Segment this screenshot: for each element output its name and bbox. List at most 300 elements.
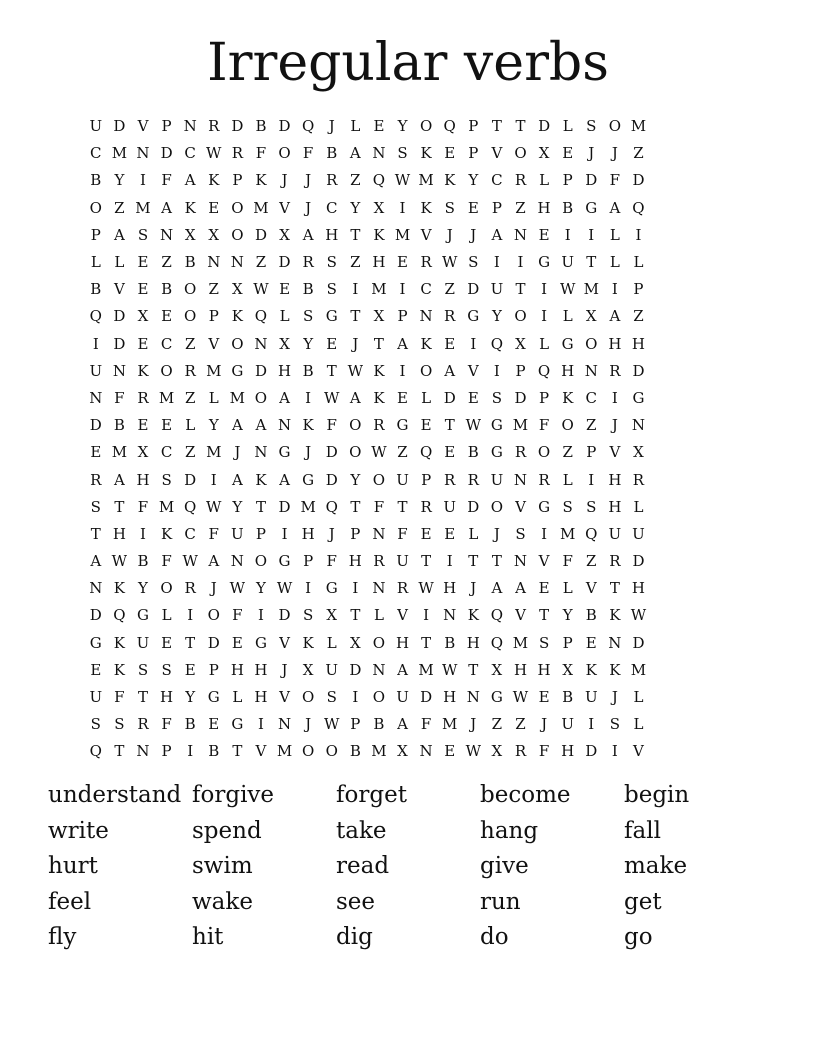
grid-letter: S xyxy=(161,660,172,679)
grid-letter: U xyxy=(231,524,244,543)
grid-letter: J xyxy=(470,225,477,244)
grid-letter: F xyxy=(420,715,432,734)
grid-letter: D xyxy=(420,688,433,707)
grid-letter: W xyxy=(465,416,481,435)
word-search-grid xyxy=(84,113,732,766)
grid-letter: O xyxy=(89,198,102,217)
grid-letter: T xyxy=(515,280,526,299)
grid-letter: I xyxy=(305,579,312,598)
grid-letter: G xyxy=(538,497,551,516)
grid-letter: R xyxy=(444,307,456,326)
grid-letter: E xyxy=(208,715,220,734)
grid-letter: R xyxy=(514,742,527,761)
grid-letter: E xyxy=(538,579,550,598)
grid-letter: C xyxy=(585,388,597,407)
grid-letter: J xyxy=(470,579,477,598)
grid-letter: O xyxy=(372,470,386,489)
grid-letter: S xyxy=(303,606,314,625)
grid-letter: Y xyxy=(468,171,479,190)
grid-letter: W xyxy=(441,660,458,679)
grid-letter: S xyxy=(303,307,314,326)
grid-letter: F xyxy=(114,688,125,707)
grid-letter: W xyxy=(206,497,222,516)
grid-letter: W xyxy=(276,579,293,598)
grid-letter: I xyxy=(257,606,264,625)
grid-letter: I xyxy=(140,524,146,543)
grid-letter: B xyxy=(467,443,479,462)
grid-letter: G xyxy=(561,334,574,353)
grid-letter: V xyxy=(255,742,267,761)
grid-letter: E xyxy=(208,198,220,217)
grid-letter: W xyxy=(229,579,246,598)
grid-letter: S xyxy=(586,497,597,516)
grid-letter: D xyxy=(325,443,338,462)
grid-letter: Y xyxy=(185,688,196,707)
grid-letter: G xyxy=(278,443,291,462)
word-bank-item: take xyxy=(336,817,387,844)
grid-letter: S xyxy=(326,688,337,707)
grid-letter: G xyxy=(396,416,409,435)
grid-letter: D xyxy=(632,361,645,380)
grid-letter: E xyxy=(161,633,173,652)
grid-letter: Z xyxy=(397,443,408,462)
grid-letter: T xyxy=(468,660,479,679)
grid-letter: I xyxy=(187,742,194,761)
grid-letter: L xyxy=(562,117,573,136)
grid-letter: W xyxy=(182,552,198,571)
grid-letter: O xyxy=(254,388,268,407)
grid-letter: R xyxy=(514,171,527,190)
grid-letter: Z xyxy=(350,171,361,190)
grid-letter: A xyxy=(609,307,621,326)
word-bank-item: hit xyxy=(192,924,224,951)
grid-letter: B xyxy=(161,280,173,299)
grid-row xyxy=(84,711,732,738)
grid-row xyxy=(84,466,732,493)
grid-letter: E xyxy=(538,688,550,707)
grid-letter: I xyxy=(470,334,477,353)
grid-letter: X xyxy=(302,660,314,679)
grid-letter: A xyxy=(279,470,290,489)
grid-letter: P xyxy=(562,171,573,190)
grid-letter: N xyxy=(277,715,292,734)
grid-letter: M xyxy=(276,742,293,761)
grid-letter: T xyxy=(350,225,361,244)
grid-letter: I xyxy=(281,524,288,543)
grid-letter: U xyxy=(490,470,504,489)
grid-letter: N xyxy=(89,388,103,407)
grid-letter: M xyxy=(583,280,599,299)
grid-letter: T xyxy=(90,524,101,543)
grid-letter: G xyxy=(302,470,315,489)
grid-letter: L xyxy=(609,225,620,244)
grid-letter: S xyxy=(586,117,597,136)
grid-letter: N xyxy=(443,606,457,625)
grid-letter: D xyxy=(585,742,598,761)
grid-letter: O xyxy=(301,688,315,707)
grid-letter: R xyxy=(420,253,432,272)
grid-letter: N xyxy=(254,443,268,462)
grid-letter: X xyxy=(279,334,290,353)
grid-letter: M xyxy=(418,660,434,679)
grid-letter: Z xyxy=(161,253,172,272)
grid-letter: T xyxy=(421,633,432,652)
grid-letter: B xyxy=(184,253,196,272)
grid-letter: V xyxy=(397,606,408,625)
grid-letter: O xyxy=(537,443,551,462)
grid-letter: M xyxy=(512,416,529,435)
grid-letter: S xyxy=(538,633,550,652)
grid-letter: S xyxy=(397,144,408,163)
grid-letter: E xyxy=(444,742,456,761)
word-bank-item: spend xyxy=(192,817,262,844)
grid-letter: V xyxy=(515,497,526,516)
grid-letter: N xyxy=(277,416,292,435)
grid-letter: Y xyxy=(138,579,148,598)
grid-letter: X xyxy=(491,742,503,761)
grid-letter: D xyxy=(278,253,291,272)
grid-letter: Z xyxy=(255,253,267,272)
grid-letter: Z xyxy=(586,552,597,571)
grid-letter: N xyxy=(466,688,480,707)
grid-letter: S xyxy=(609,715,620,734)
grid-letter: E xyxy=(137,253,149,272)
grid-letter: G xyxy=(467,307,480,326)
grid-letter: O xyxy=(160,361,173,380)
grid-letter: S xyxy=(468,253,479,272)
grid-letter: R xyxy=(467,470,479,489)
grid-letter: H xyxy=(443,688,457,707)
grid-letter: N xyxy=(419,307,433,326)
grid-letter: E xyxy=(397,388,408,407)
grid-letter: N xyxy=(372,579,386,598)
grid-letter: M xyxy=(111,144,128,163)
grid-letter: Q xyxy=(490,633,504,652)
grid-letter: I xyxy=(446,552,453,571)
grid-letter: A xyxy=(113,225,125,244)
grid-row xyxy=(84,548,732,575)
grid-row xyxy=(84,412,732,439)
grid-letter: W xyxy=(559,280,576,299)
word-bank-row xyxy=(48,778,768,814)
grid-letter: C xyxy=(160,443,173,462)
grid-letter: P xyxy=(586,443,597,462)
grid-letter: K xyxy=(420,334,432,353)
grid-letter: J xyxy=(470,715,477,734)
grid-letter: X xyxy=(184,225,196,244)
grid-letter: L xyxy=(114,253,125,272)
grid-row xyxy=(84,439,732,466)
grid-letter: H xyxy=(631,334,645,353)
grid-letter: I xyxy=(399,361,406,380)
word-bank-item: forgive xyxy=(192,782,275,809)
grid-letter: M xyxy=(111,443,128,462)
grid-letter: X xyxy=(279,225,290,244)
word-bank-item: feel xyxy=(48,888,92,915)
grid-letter: K xyxy=(609,660,621,679)
grid-letter: P xyxy=(232,171,243,190)
grid-letter: G xyxy=(278,552,291,571)
grid-letter: X xyxy=(491,660,503,679)
grid-row xyxy=(84,140,732,167)
word-bank-item: forget xyxy=(336,782,407,809)
grid-letter: V xyxy=(208,334,220,353)
grid-letter: C xyxy=(325,198,338,217)
word-bank-item: begin xyxy=(624,782,690,809)
grid-letter: M xyxy=(135,198,151,217)
grid-letter: O xyxy=(349,443,362,462)
grid-letter: D xyxy=(113,117,126,136)
grid-letter: X xyxy=(137,307,149,326)
grid-letter: B xyxy=(562,688,574,707)
grid-letter: B xyxy=(444,633,456,652)
grid-letter: F xyxy=(397,524,408,543)
grid-letter: L xyxy=(633,715,644,734)
grid-letter: I xyxy=(399,198,406,217)
grid-letter: U xyxy=(608,524,622,543)
grid-letter: K xyxy=(467,606,479,625)
grid-letter: R xyxy=(632,470,645,489)
grid-letter: Z xyxy=(633,307,644,326)
grid-letter: H xyxy=(561,742,575,761)
grid-letter: S xyxy=(515,524,526,543)
grid-row xyxy=(84,385,732,412)
grid-letter: Q xyxy=(184,497,197,516)
grid-letter: M xyxy=(512,633,529,652)
grid-letter: O xyxy=(490,497,504,516)
grid-letter: O xyxy=(349,416,362,435)
grid-letter: O xyxy=(372,633,386,652)
grid-letter: K xyxy=(231,307,243,326)
grid-letter: H xyxy=(160,688,174,707)
grid-letter: T xyxy=(539,606,550,625)
grid-letter: I xyxy=(611,742,618,761)
grid-letter: D xyxy=(89,416,102,435)
grid-letter: D xyxy=(160,144,173,163)
grid-letter: K xyxy=(113,660,125,679)
grid-row xyxy=(84,331,732,358)
grid-letter: I xyxy=(611,280,618,299)
grid-letter: W xyxy=(253,280,269,299)
grid-letter: E xyxy=(467,198,479,217)
grid-letter: H xyxy=(325,225,339,244)
grid-letter: V xyxy=(137,117,149,136)
grid-letter: A xyxy=(491,225,503,244)
grid-letter: I xyxy=(423,606,430,625)
grid-letter: H xyxy=(513,660,528,679)
grid-letter: F xyxy=(137,497,149,516)
grid-letter: R xyxy=(208,117,220,136)
grid-letter: O xyxy=(184,280,197,299)
grid-letter: W xyxy=(418,579,434,598)
grid-letter: E xyxy=(420,524,432,543)
grid-letter: E xyxy=(90,660,102,679)
grid-letter: B xyxy=(302,361,314,380)
grid-letter: K xyxy=(255,470,267,489)
grid-row xyxy=(84,195,732,222)
grid-letter: G xyxy=(231,361,244,380)
grid-letter: M xyxy=(442,715,458,734)
word-bank-item: write xyxy=(48,817,109,844)
grid-letter: M xyxy=(253,198,269,217)
grid-row xyxy=(84,657,732,684)
grid-letter: T xyxy=(444,416,455,435)
grid-letter: Z xyxy=(586,416,597,435)
grid-letter: N xyxy=(372,144,386,163)
grid-letter: S xyxy=(562,497,573,516)
grid-letter: X xyxy=(515,334,526,353)
grid-letter: M xyxy=(300,497,316,516)
grid-letter: P xyxy=(161,742,172,761)
grid-letter: L xyxy=(609,253,620,272)
grid-letter: P xyxy=(255,524,266,543)
grid-letter: C xyxy=(184,524,196,543)
grid-letter: P xyxy=(208,660,219,679)
grid-letter: U xyxy=(443,497,457,516)
grid-letter: F xyxy=(161,552,172,571)
grid-letter: V xyxy=(113,280,125,299)
grid-letter: D xyxy=(184,470,197,489)
grid-letter: M xyxy=(158,388,175,407)
grid-letter: Q xyxy=(89,742,102,761)
grid-letter: K xyxy=(444,171,456,190)
grid-letter: J xyxy=(210,579,217,598)
grid-letter: M xyxy=(371,280,387,299)
grid-row xyxy=(84,358,732,385)
grid-letter: X xyxy=(538,144,550,163)
grid-letter: A xyxy=(515,579,526,598)
grid-letter: H xyxy=(230,660,244,679)
grid-letter: U xyxy=(561,715,574,734)
grid-letter: Y xyxy=(397,117,408,136)
grid-letter: J xyxy=(541,715,548,734)
grid-letter: Q xyxy=(443,117,456,136)
grid-row xyxy=(84,303,732,330)
grid-letter: S xyxy=(161,470,172,489)
grid-letter: K xyxy=(208,171,220,190)
grid-letter: E xyxy=(585,633,597,652)
grid-letter: A xyxy=(349,144,361,163)
grid-letter: R xyxy=(184,579,196,598)
grid-row xyxy=(84,521,732,548)
grid-letter: B xyxy=(184,715,196,734)
grid-letter: F xyxy=(609,171,621,190)
grid-letter: Z xyxy=(208,280,219,299)
grid-letter: T xyxy=(326,361,337,380)
grid-letter: I xyxy=(352,280,359,299)
grid-letter: K xyxy=(113,579,125,598)
grid-letter: J xyxy=(446,225,453,244)
grid-letter: I xyxy=(352,688,359,707)
grid-letter: A xyxy=(444,361,456,380)
grid-letter: K xyxy=(585,660,597,679)
grid-letter: D xyxy=(207,633,220,652)
grid-letter: N xyxy=(136,144,150,163)
grid-letter: B xyxy=(113,416,125,435)
grid-letter: X xyxy=(326,606,338,625)
grid-letter: M xyxy=(229,388,246,407)
grid-letter: B xyxy=(302,280,314,299)
grid-letter: E xyxy=(161,416,173,435)
grid-letter: X xyxy=(232,280,243,299)
grid-letter: E xyxy=(467,388,479,407)
grid-letter: R xyxy=(373,416,385,435)
grid-letter: R xyxy=(538,470,550,489)
grid-letter: I xyxy=(257,715,264,734)
grid-letter: I xyxy=(635,225,642,244)
grid-letter: V xyxy=(538,552,550,571)
grid-letter: L xyxy=(539,334,550,353)
grid-letter: Z xyxy=(444,280,455,299)
grid-letter: E xyxy=(137,280,149,299)
grid-letter: A xyxy=(491,579,503,598)
grid-letter: M xyxy=(158,497,175,516)
grid-letter: T xyxy=(350,606,361,625)
word-bank-item: give xyxy=(480,853,529,880)
grid-letter: K xyxy=(302,416,314,435)
grid-letter: Q xyxy=(419,443,433,462)
grid-letter: H xyxy=(254,688,268,707)
grid-letter: C xyxy=(184,144,196,163)
grid-letter: Z xyxy=(184,334,196,353)
grid-letter: C xyxy=(160,334,173,353)
grid-letter: Z xyxy=(114,198,125,217)
word-bank-row xyxy=(48,849,768,885)
grid-letter: E xyxy=(184,660,196,679)
grid-letter: W xyxy=(371,443,387,462)
grid-letter: O xyxy=(301,742,315,761)
grid-letter: H xyxy=(301,524,315,543)
grid-letter: D xyxy=(467,497,480,516)
grid-letter: W xyxy=(324,388,340,407)
grid-letter: N xyxy=(160,225,174,244)
grid-letter: L xyxy=(633,497,644,516)
grid-letter: A xyxy=(208,552,220,571)
grid-letter: J xyxy=(281,660,288,679)
grid-letter: C xyxy=(491,171,503,190)
grid-letter: D xyxy=(254,225,267,244)
grid-letter: I xyxy=(352,579,359,598)
grid-letter: P xyxy=(90,225,101,244)
grid-letter: A xyxy=(231,416,243,435)
grid-letter: R xyxy=(302,253,314,272)
grid-letter: J xyxy=(305,715,312,734)
grid-letter: V xyxy=(420,225,432,244)
grid-letter: D xyxy=(632,552,645,571)
grid-letter: N xyxy=(513,552,528,571)
grid-letter: F xyxy=(255,144,267,163)
grid-letter: U xyxy=(632,524,645,543)
grid-letter: L xyxy=(208,388,219,407)
word-bank-item: make xyxy=(624,853,688,880)
grid-letter: J xyxy=(328,117,335,136)
grid-letter: K xyxy=(373,388,385,407)
grid-letter: P xyxy=(208,307,219,326)
grid-letter: M xyxy=(418,171,434,190)
grid-letter: D xyxy=(278,606,291,625)
word-bank-item: fall xyxy=(624,817,661,844)
grid-letter: L xyxy=(562,470,573,489)
grid-letter: I xyxy=(187,606,194,625)
grid-letter: J xyxy=(305,198,312,217)
grid-letter: V xyxy=(585,579,597,598)
grid-letter: K xyxy=(184,198,196,217)
grid-letter: Y xyxy=(256,579,266,598)
grid-letter: M xyxy=(394,225,411,244)
grid-letter: Y xyxy=(114,171,125,190)
grid-letter: R xyxy=(514,443,527,462)
grid-letter: K xyxy=(255,171,267,190)
